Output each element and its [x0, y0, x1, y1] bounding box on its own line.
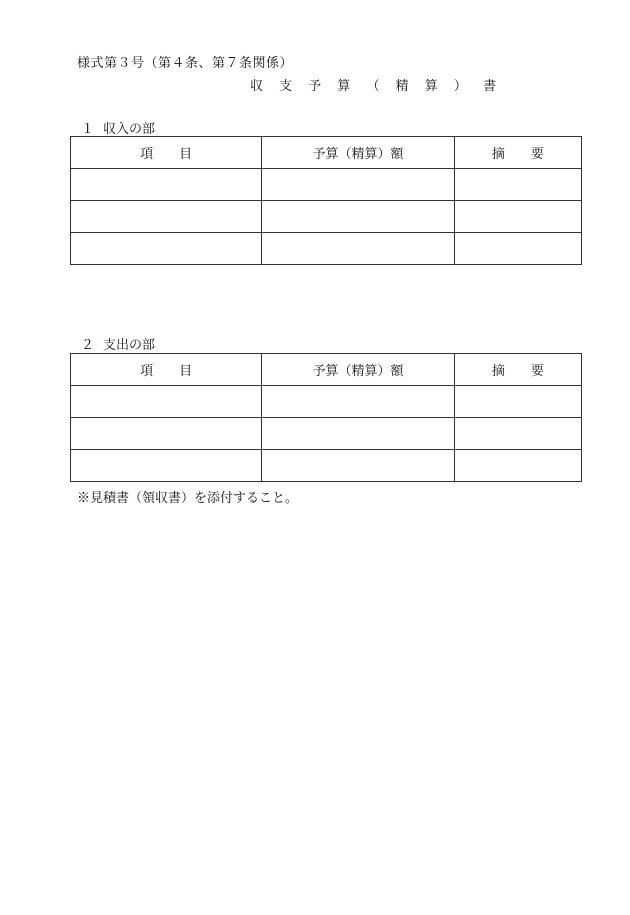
attachment-note: ※見積書（領収書）を添付すること。	[77, 491, 299, 506]
expense-header-amount: 予算（精算）額	[262, 354, 454, 386]
expense-remarks-cell[interactable]	[454, 418, 581, 450]
income-header-remarks: 摘 要	[454, 137, 581, 169]
document-title: 収 支 予 算 （ 精 算 ） 書	[250, 79, 503, 94]
expense-amount-cell[interactable]	[262, 450, 454, 482]
income-header-item: 項 目	[71, 137, 262, 169]
expense-amount-cell[interactable]	[262, 386, 454, 418]
income-item-cell[interactable]	[71, 169, 262, 201]
expense-amount-cell[interactable]	[262, 418, 454, 450]
income-table	[70, 136, 582, 265]
expense-item-cell[interactable]	[71, 386, 262, 418]
table-row	[71, 386, 582, 418]
table-row	[71, 169, 582, 201]
expense-header-item: 項 目	[71, 354, 262, 386]
expense-section-heading	[81, 334, 155, 353]
income-header-amount: 予算（精算）額	[262, 137, 454, 169]
expense-section-label: 支出の部	[103, 338, 156, 353]
table-row	[71, 450, 582, 482]
income-amount-cell[interactable]	[262, 169, 454, 201]
form-number: 様式第３号（第４条、第７条関係）	[77, 56, 294, 71]
expense-table-header-row	[71, 354, 582, 386]
expense-remarks-cell[interactable]	[454, 386, 581, 418]
expense-table	[70, 353, 582, 482]
income-section-heading	[81, 118, 155, 137]
income-table-header-row	[71, 137, 582, 169]
income-item-cell[interactable]	[71, 201, 262, 233]
table-row	[71, 201, 582, 233]
income-section-label: 収入の部	[103, 122, 156, 137]
expense-section-number: ２	[81, 338, 95, 353]
income-section-number: １	[81, 122, 95, 137]
table-row	[71, 418, 582, 450]
expense-item-cell[interactable]	[71, 450, 262, 482]
expense-item-cell[interactable]	[71, 418, 262, 450]
income-remarks-cell[interactable]	[454, 169, 581, 201]
income-remarks-cell[interactable]	[454, 201, 581, 233]
income-amount-cell[interactable]	[262, 201, 454, 233]
expense-header-remarks: 摘 要	[454, 354, 581, 386]
income-remarks-cell[interactable]	[454, 233, 581, 265]
income-amount-cell[interactable]	[262, 233, 454, 265]
income-item-cell[interactable]	[71, 233, 262, 265]
table-row	[71, 233, 582, 265]
expense-remarks-cell[interactable]	[454, 450, 581, 482]
